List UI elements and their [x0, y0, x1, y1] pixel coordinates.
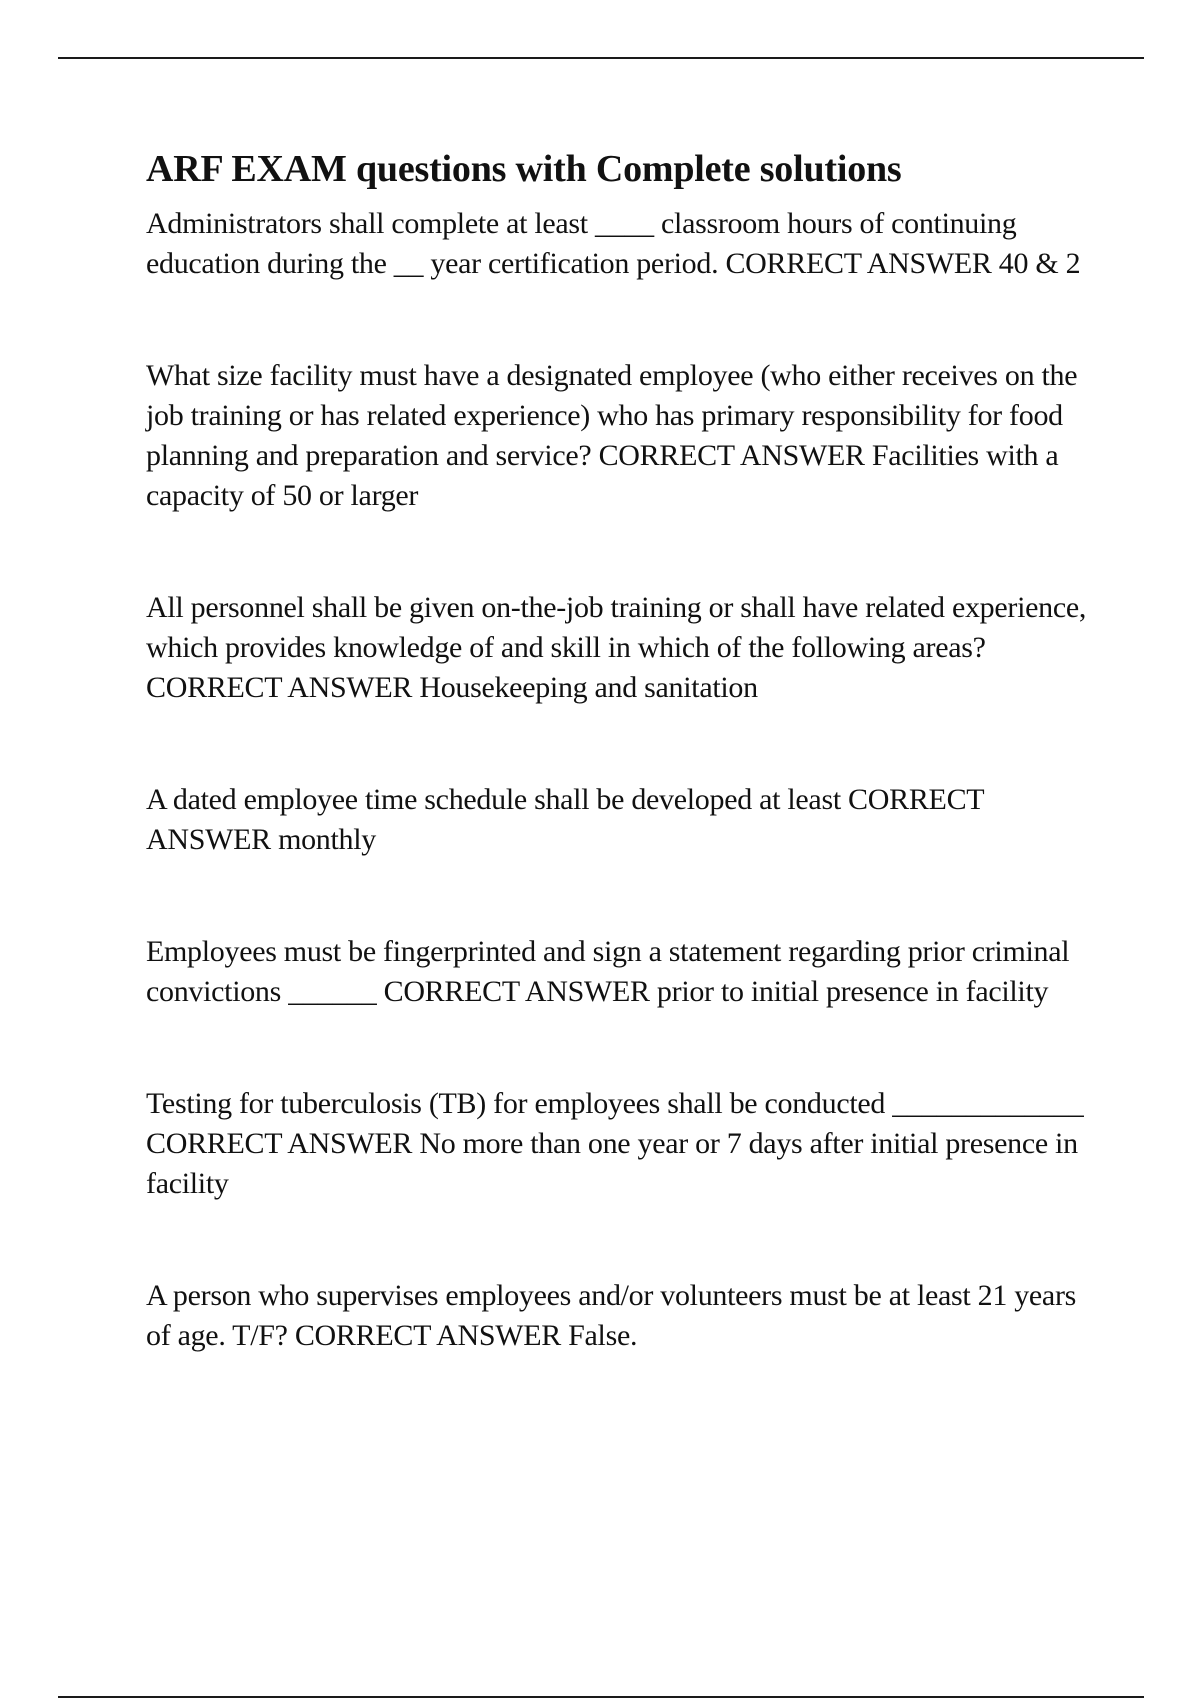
question-item-1: Administrators shall complete at least ____ classroom hours of continuing education during the __ year certification period. CORRECT ANSWER 40 & 2	[146, 207, 1081, 280]
document-title: ARF EXAM questions with Complete solutions	[146, 148, 902, 190]
top-divider	[58, 57, 1144, 59]
question-item-3: All personnel shall be given on-the-job training or shall have related experience, which provides knowledge of and skill in which of the following areas? CORRECT ANSWER Housekeeping and sanitation	[146, 591, 1087, 704]
question-item-2: What size facility must have a designated employee (who either receives on the job training or has related experience) who has primary responsibility for food planning and preparation and service? CORRECT ANSWER Facilities with a capacity of 50 or larger	[146, 359, 1078, 512]
document-body	[146, 144, 1096, 1428]
question-item-4: A dated employee time schedule shall be developed at least CORRECT ANSWER monthly	[146, 783, 984, 856]
bottom-divider	[58, 1696, 1144, 1698]
question-item-6: Testing for tuberculosis (TB) for employees shall be conducted _____________ CORRECT ANSWER No more than one year or 7 days after initial presence in facility	[146, 1087, 1084, 1200]
question-item-5: Employees must be fingerprinted and sign a statement regarding prior criminal convictions ______ CORRECT ANSWER prior to initial presence in facility	[146, 935, 1070, 1008]
question-item-7: A person who supervises employees and/or volunteers must be at least 21 years of age. T/F? CORRECT ANSWER False.	[146, 1279, 1077, 1352]
